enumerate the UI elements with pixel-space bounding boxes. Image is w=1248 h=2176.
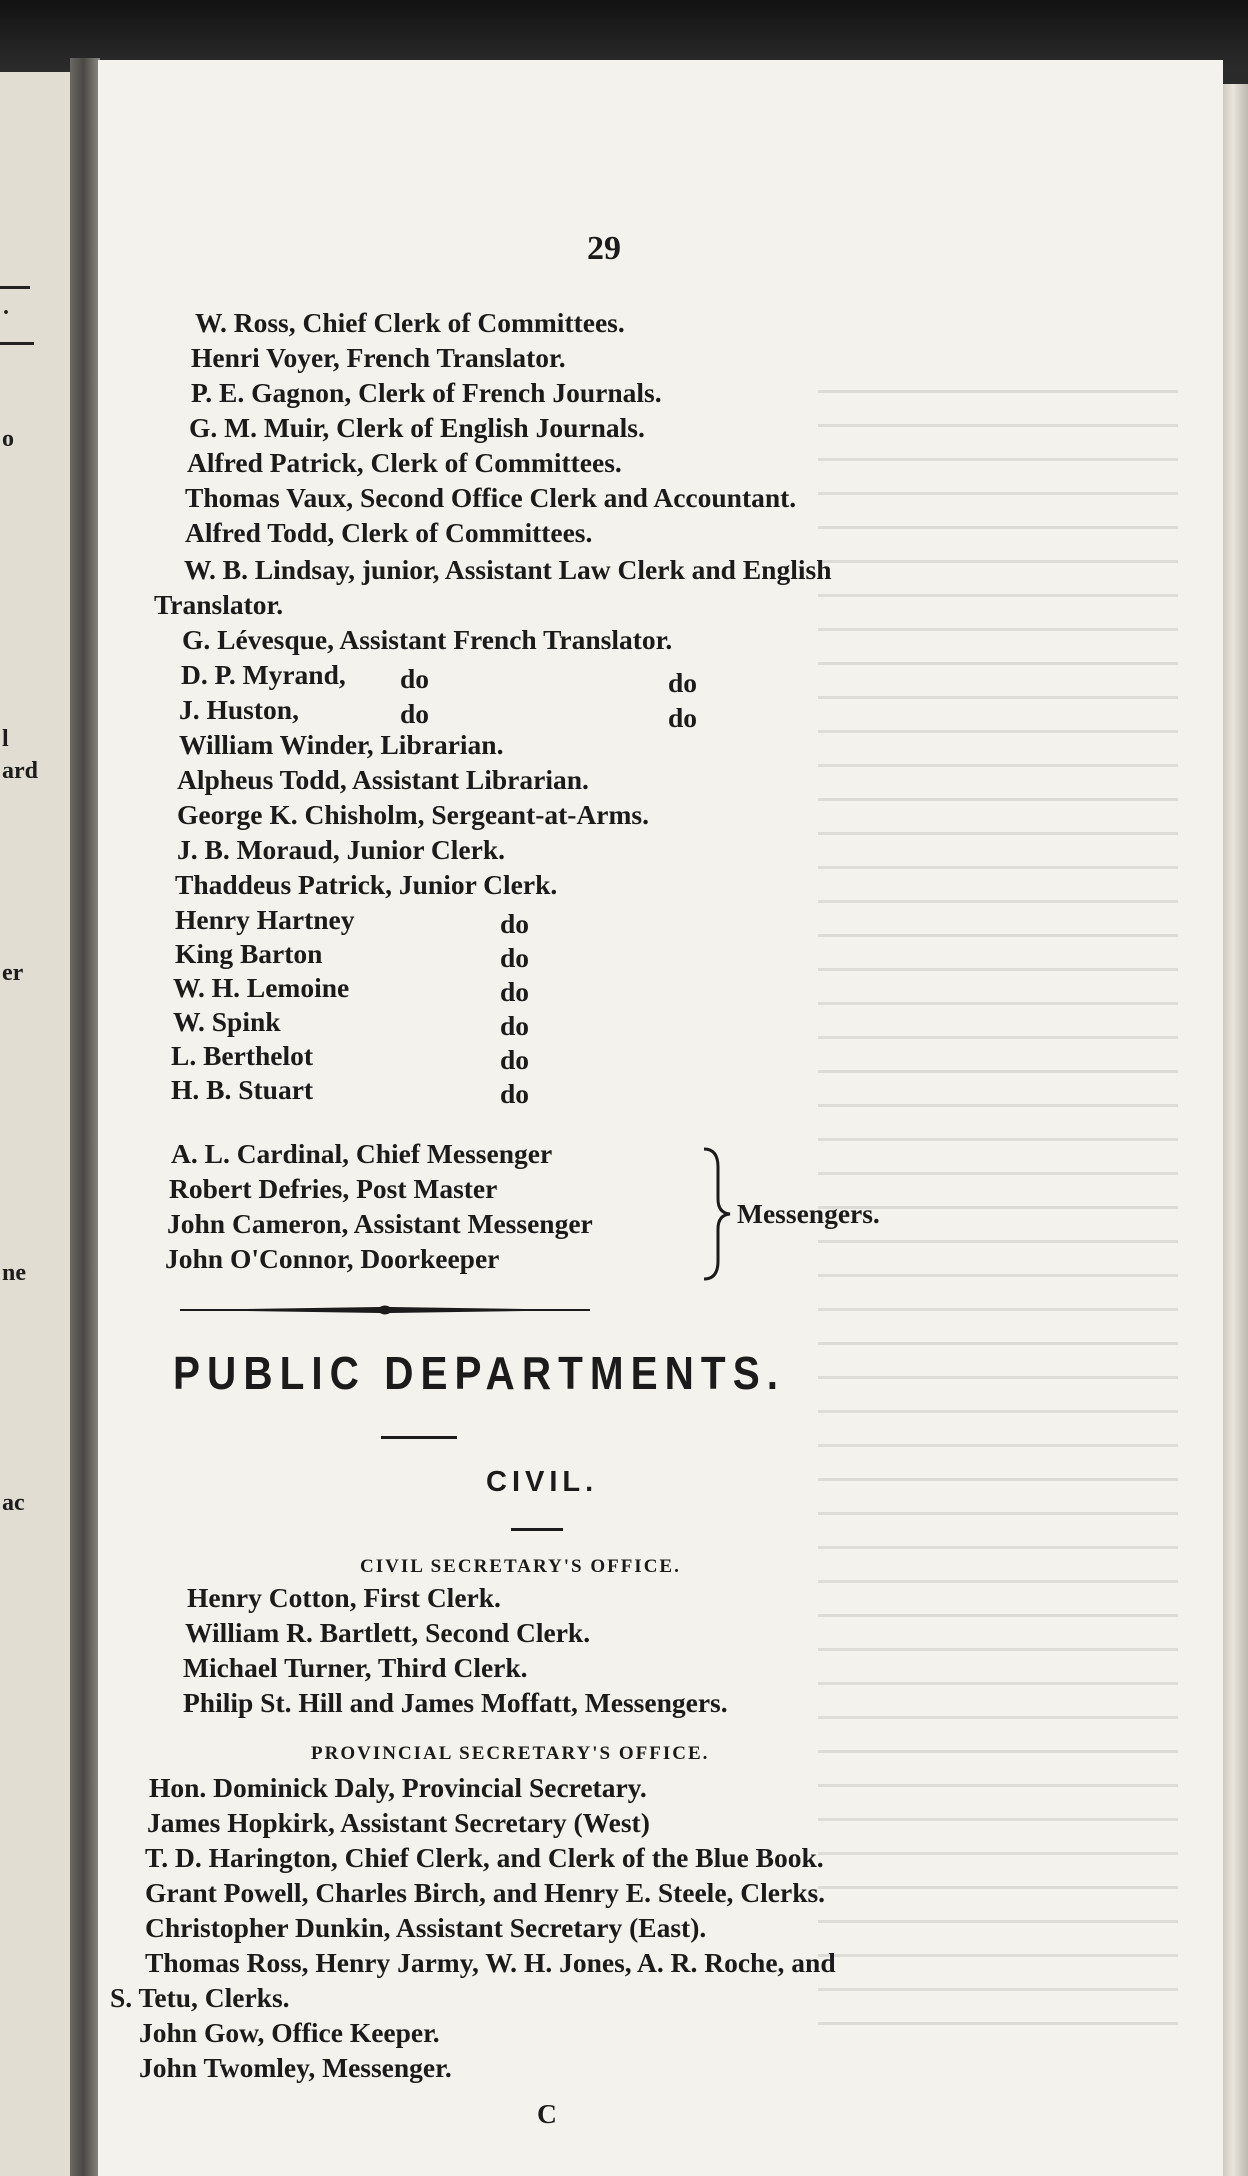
text-line: W. Ross, Chief Clerk of Committees.: [195, 307, 625, 338]
facing-page-rule: [0, 342, 34, 345]
text-line: Henry Hartney: [175, 904, 355, 935]
text-line: Thomas Ross, Henry Jarmy, W. H. Jones, A. R. Roche, and: [145, 1947, 836, 1978]
text-line: P. E. Gagnon, Clerk of French Journals.: [191, 377, 662, 408]
text-line: William R. Bartlett, Second Clerk.: [185, 1617, 591, 1648]
text-line: W. H. Lemoine: [173, 972, 350, 1003]
short-rule: [381, 1436, 457, 1439]
text-line: L. Berthelot: [171, 1040, 314, 1071]
text-line: George K. Chisholm, Sergeant-at-Arms.: [177, 799, 649, 830]
text-line: J. Huston,: [179, 694, 299, 725]
text-line: Translator.: [154, 589, 284, 620]
office-heading: PROVINCIAL SECRETARY'S OFFICE.: [311, 1743, 710, 1764]
facing-page-fragment: ·: [2, 300, 11, 326]
page-stack-edge: [1223, 84, 1248, 2176]
ditto-mark: do: [668, 702, 698, 733]
text-line: Philip St. Hill and James Moffatt, Messengers.: [183, 1687, 728, 1718]
signature-mark: C: [537, 2098, 557, 2129]
text-line: John Gow, Office Keeper.: [139, 2017, 440, 2048]
text-line: G. M. Muir, Clerk of English Journals.: [189, 412, 645, 443]
page-number: 29: [587, 230, 621, 267]
ditto-mark: do: [500, 976, 530, 1007]
text-line: A. L. Cardinal, Chief Messenger: [171, 1138, 553, 1169]
ornamental-rule: [180, 1300, 590, 1320]
text-line: Christopher Dunkin, Assistant Secretary (East).: [145, 1912, 707, 1943]
brace-icon: [698, 1145, 734, 1283]
facing-page-fragment: er: [2, 960, 24, 986]
text-line: S. Tetu, Clerks.: [110, 1982, 290, 2013]
facing-page-edge: [0, 72, 80, 2176]
text-line: Robert Defries, Post Master: [169, 1173, 498, 1204]
text-line: Thomas Vaux, Second Office Clerk and Accountant.: [185, 482, 797, 513]
text-line: Alfred Patrick, Clerk of Committees.: [187, 447, 622, 478]
facing-page-fragment: ne: [2, 1260, 26, 1286]
text-line: Alfred Todd, Clerk of Committees.: [185, 517, 593, 548]
document-page: [98, 60, 1223, 2176]
text-line: Michael Turner, Third Clerk.: [183, 1652, 528, 1683]
text-line: William Winder, Librarian.: [179, 729, 504, 760]
office-heading: CIVIL SECRETARY'S OFFICE.: [360, 1556, 681, 1577]
ditto-mark: do: [400, 663, 430, 694]
text-line: John O'Connor, Doorkeeper: [165, 1243, 500, 1274]
messengers-label: Messengers.: [737, 1198, 880, 1229]
text-line: G. Lévesque, Assistant French Translator.: [182, 624, 673, 655]
short-rule: [511, 1528, 563, 1531]
text-line: John Cameron, Assistant Messenger: [167, 1208, 593, 1239]
ditto-mark: do: [668, 667, 698, 698]
section-title: PUBLIC DEPARTMENTS.: [173, 1347, 786, 1399]
ditto-mark: do: [500, 1010, 530, 1041]
text-line: Henri Voyer, French Translator.: [191, 342, 566, 373]
text-line: John Twomley, Messenger.: [139, 2052, 452, 2083]
text-line: Grant Powell, Charles Birch, and Henry E. Steele, Clerks.: [145, 1877, 826, 1908]
book-binding: [70, 58, 100, 2176]
ditto-mark: do: [400, 698, 430, 729]
facing-page-fragment: l: [2, 726, 9, 752]
text-line: Thaddeus Patrick, Junior Clerk.: [175, 869, 558, 900]
text-line: D. P. Myrand,: [181, 659, 346, 690]
civil-heading: CIVIL.: [486, 1466, 599, 1498]
text-line: King Barton: [175, 938, 323, 969]
ditto-mark: do: [500, 942, 530, 973]
text-line: Alpheus Todd, Assistant Librarian.: [177, 764, 589, 795]
facing-page-fragment: o: [2, 426, 14, 452]
text-line: Hon. Dominick Daly, Provincial Secretary.: [149, 1772, 647, 1803]
facing-page-fragment: ard: [2, 758, 38, 784]
ditto-mark: do: [500, 1078, 530, 1109]
facing-page-fragment: ac: [2, 1490, 25, 1516]
ditto-mark: do: [500, 908, 530, 939]
text-line: J. B. Moraud, Junior Clerk.: [177, 834, 505, 865]
text-line: W. Spink: [173, 1006, 281, 1037]
text-line: T. D. Harington, Chief Clerk, and Clerk of the Blue Book.: [145, 1842, 824, 1873]
text-line: H. B. Stuart: [171, 1074, 314, 1105]
text-line: Henry Cotton, First Clerk.: [187, 1582, 501, 1613]
text-line: James Hopkirk, Assistant Secretary (West): [147, 1807, 650, 1838]
text-line: W. B. Lindsay, junior, Assistant Law Clerk and English: [184, 554, 832, 585]
facing-page-rule: [0, 286, 30, 289]
ditto-mark: do: [500, 1044, 530, 1075]
